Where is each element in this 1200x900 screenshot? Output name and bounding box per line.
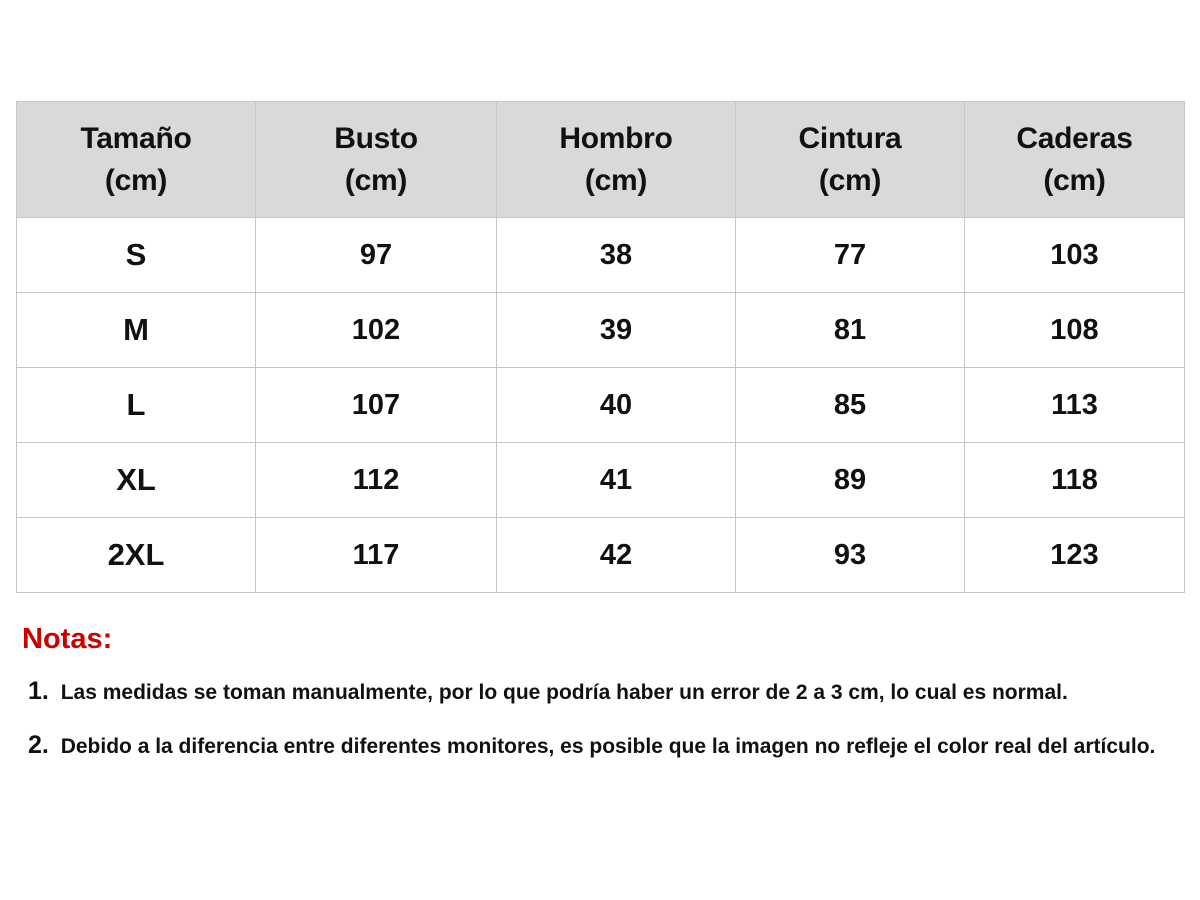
header-unit: (cm) (344, 163, 408, 197)
header-label: Caderas (1016, 121, 1133, 155)
shoulder-cell: 38 (497, 218, 736, 293)
header-label: Tamaño (80, 121, 192, 155)
bust-cell: 112 (256, 443, 497, 518)
size-cell: XL (17, 443, 256, 518)
table-row (17, 368, 1185, 443)
header-unit: (cm) (818, 163, 882, 197)
note-number: 1. (28, 677, 49, 705)
header-label: Cintura (798, 121, 902, 155)
shoulder-cell: 41 (497, 443, 736, 518)
hips-cell: 118 (965, 443, 1185, 518)
size-cell: M (17, 293, 256, 368)
hips-cell: 123 (965, 518, 1185, 593)
table-body (17, 218, 1185, 593)
size-chart-table (16, 101, 1185, 593)
table-header (17, 102, 1185, 218)
waist-cell: 89 (736, 443, 965, 518)
waist-cell: 93 (736, 518, 965, 593)
waist-cell: 85 (736, 368, 965, 443)
shoulder-cell: 42 (497, 518, 736, 593)
header-unit: (cm) (104, 163, 168, 197)
header-label: Busto (334, 121, 418, 155)
notes-section (22, 620, 1182, 784)
header-bust (256, 102, 497, 218)
size-cell: L (17, 368, 256, 443)
size-cell: S (17, 218, 256, 293)
note-item (28, 730, 1182, 762)
table-row (17, 218, 1185, 293)
header-hips (965, 102, 1185, 218)
waist-cell: 77 (736, 218, 965, 293)
shoulder-cell: 39 (497, 293, 736, 368)
bust-cell: 107 (256, 368, 497, 443)
table-row (17, 443, 1185, 518)
hips-cell: 103 (965, 218, 1185, 293)
hips-cell: 108 (965, 293, 1185, 368)
bust-cell: 102 (256, 293, 497, 368)
header-unit: (cm) (584, 163, 648, 197)
table-row (17, 518, 1185, 593)
header-size (17, 102, 256, 218)
header-unit: (cm) (1043, 163, 1106, 197)
header-waist (736, 102, 965, 218)
header-shoulder (497, 102, 736, 218)
note-item (28, 676, 1182, 708)
bust-cell: 117 (256, 518, 497, 593)
size-cell: 2XL (17, 518, 256, 593)
notes-title: Notas: (22, 623, 113, 655)
note-text: Debido a la diferencia entre diferentes monitores, es posible que la imagen no refleje el color real del artículo. (60, 735, 1156, 758)
table-row (17, 293, 1185, 368)
note-text: Las medidas se toman manualmente, por lo que podría haber un error de 2 a 3 cm, lo cual es normal. (60, 681, 1068, 704)
waist-cell: 81 (736, 293, 965, 368)
bust-cell: 97 (256, 218, 497, 293)
header-row (17, 102, 1185, 218)
shoulder-cell: 40 (497, 368, 736, 443)
hips-cell: 113 (965, 368, 1185, 443)
note-number: 2. (28, 731, 49, 759)
header-label: Hombro (559, 121, 673, 155)
